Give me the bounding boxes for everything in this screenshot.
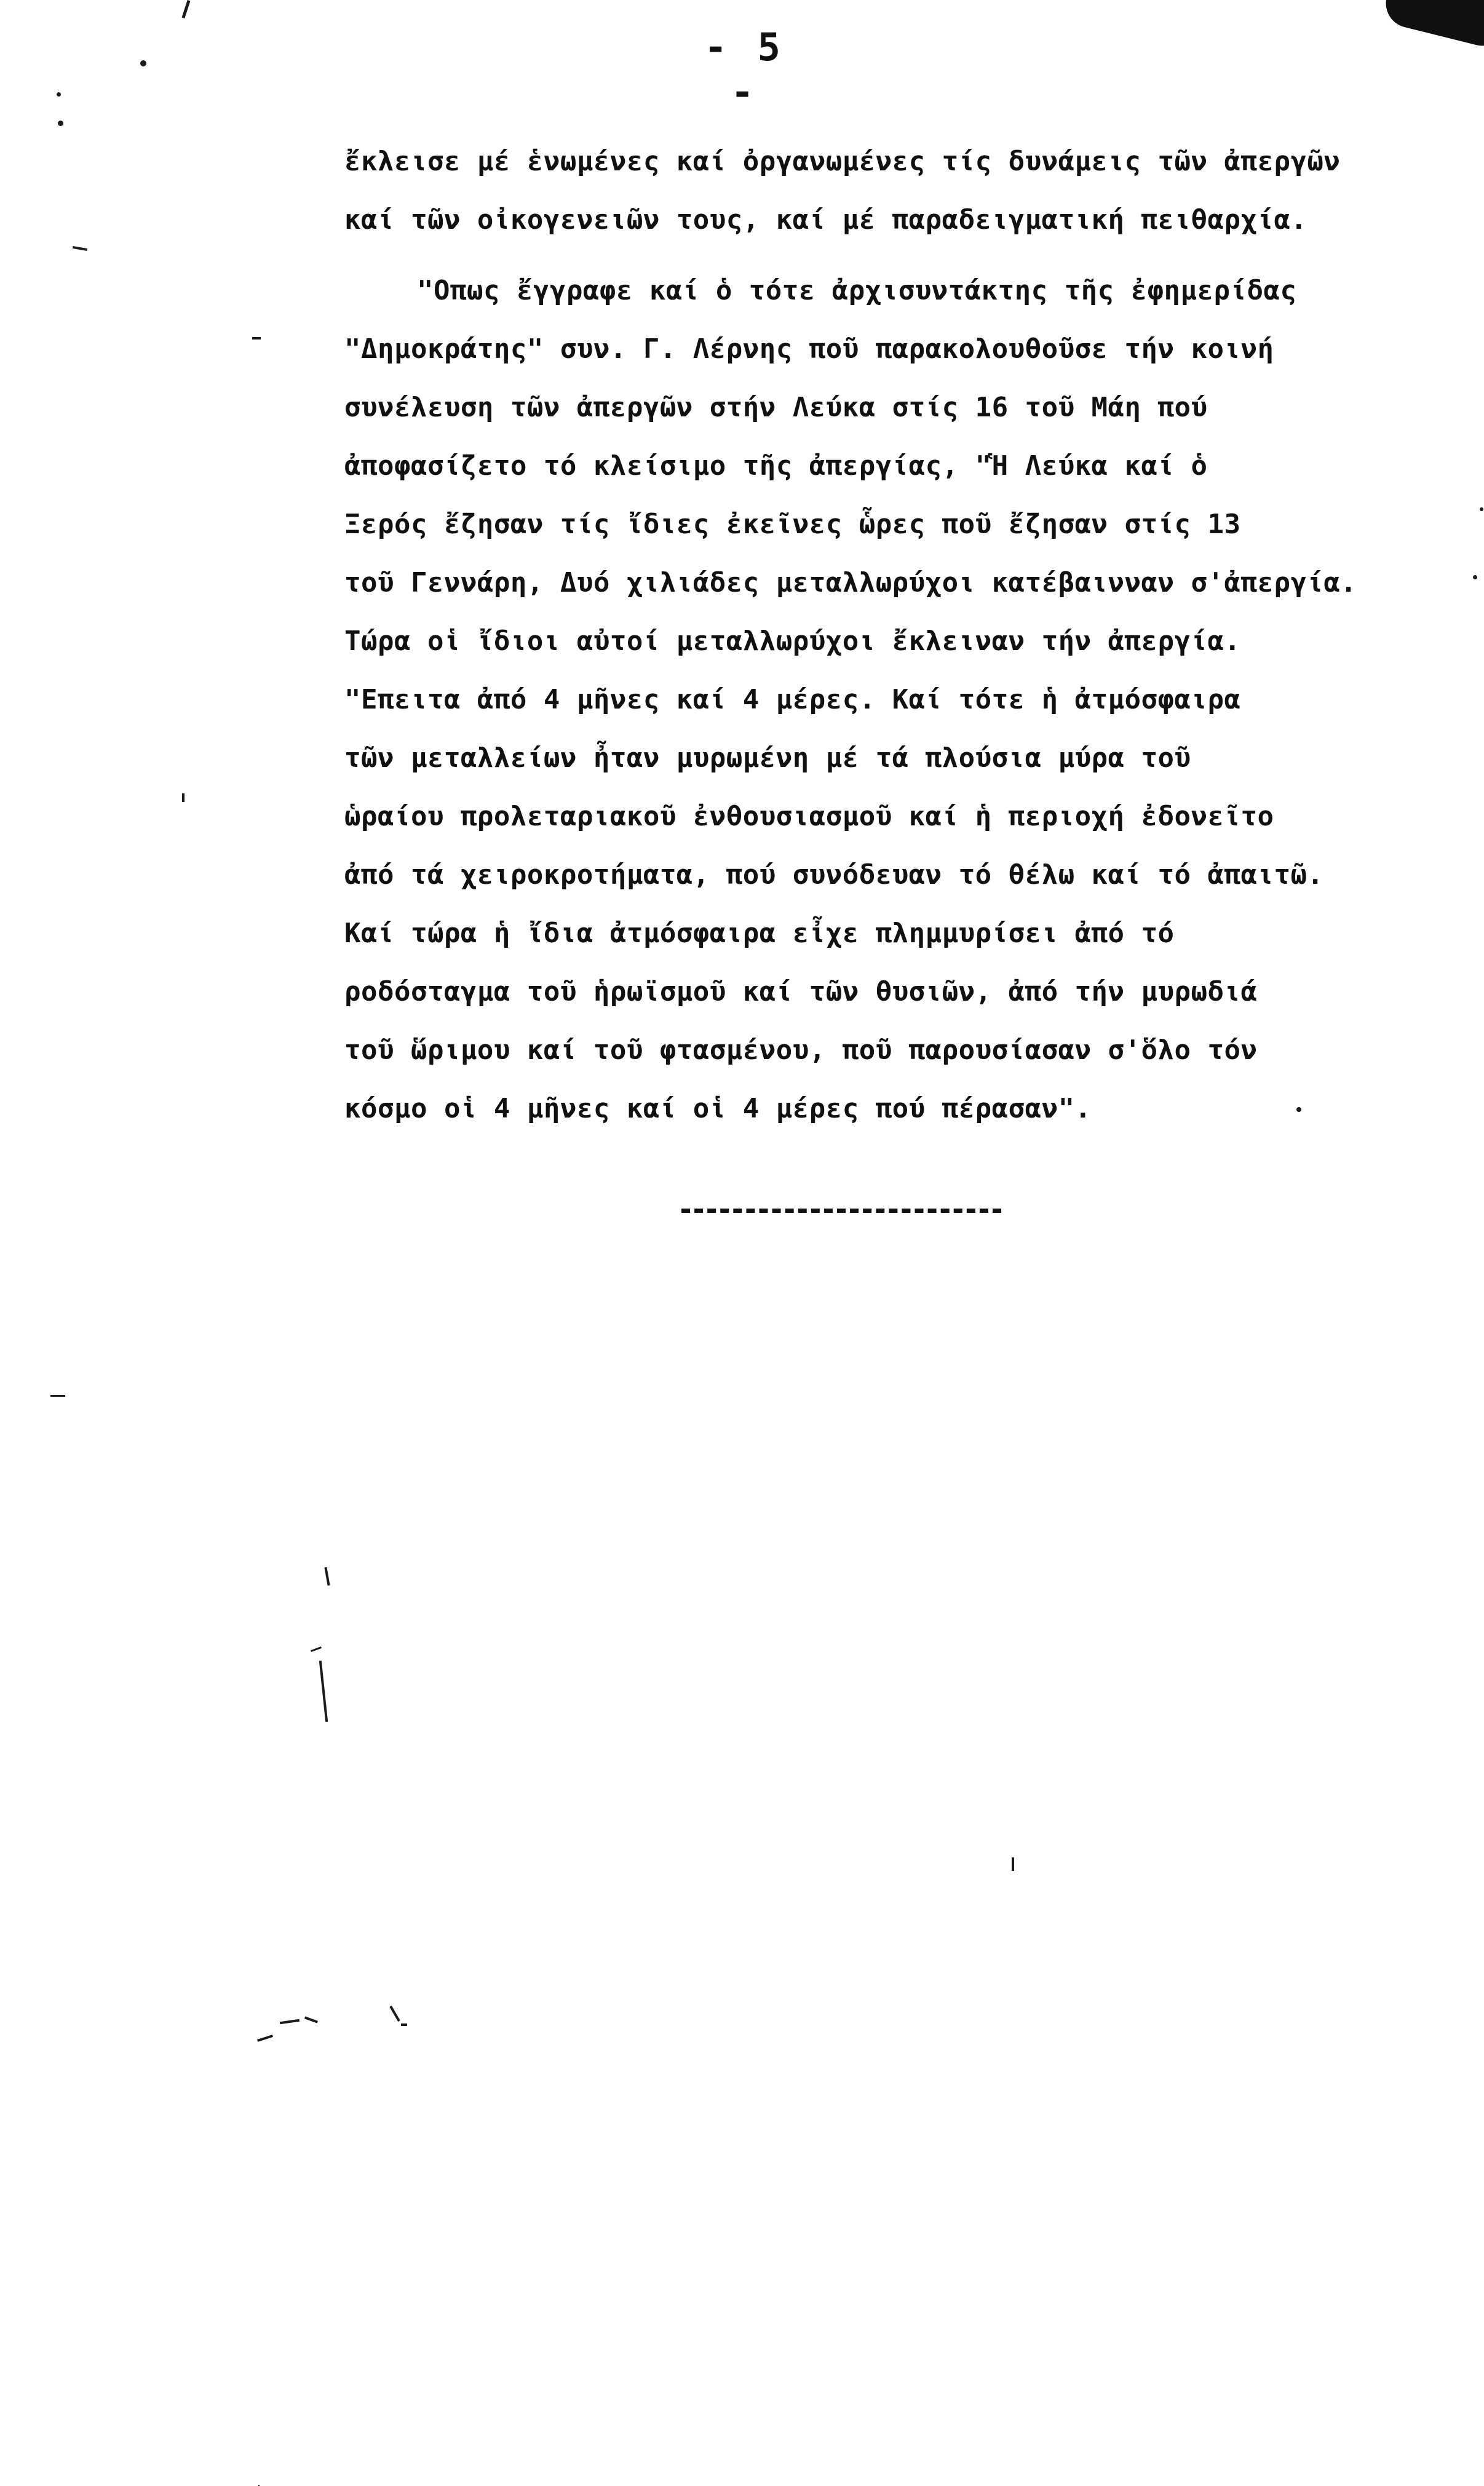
scan-mark: [58, 121, 63, 126]
text-line: Ξερός ἔζησαν τίς ἴδιες ἐκεῖνες ὧρες ποῦ ἔζησαν στίς 13: [344, 509, 1241, 540]
text-line: συνέλευση τῶν ἀπεργῶν στήν Λεύκα στίς 16 τοῦ Μάη πού: [344, 392, 1208, 423]
scan-mark: [73, 246, 87, 251]
text-line: τοῦ ὥριμου καί τοῦ φτασμένου, ποῦ παρουσίασαν σ'ὅλο τόν: [344, 1035, 1258, 1066]
scan-mark: [319, 1661, 328, 1722]
scan-mark: [50, 1395, 65, 1397]
scan-mark: [311, 1646, 322, 1652]
paragraph-gap: [344, 249, 1476, 261]
scan-mark: [1012, 1857, 1014, 1871]
text-line: ἀποφασίζετο τό κλείσιμο τῆς ἀπεργίας, "Ἡ Λεύκα καί ὁ: [344, 450, 1208, 482]
text-line: ἔκλεισε μέ ἑνωμένες καί ὀργανωμένες τίς δυνάμεις τῶν ἀπεργῶν: [344, 146, 1341, 177]
scan-mark: [182, 793, 185, 802]
scan-mark: [181, 0, 190, 18]
text-line: ἀπό τά χειροκροτήματα, πού συνόδευαν τό θέλω καί τό ἀπαιτῶ.: [344, 859, 1324, 891]
page-number: - 5 -: [704, 25, 784, 114]
text-line: ὡραίου προλεταριακοῦ ἐνθουσιασμοῦ καί ἡ περιοχή ἐδονεῖτο: [344, 801, 1274, 832]
text-line: ροδόσταγμα τοῦ ἡρωϊσμοῦ καί τῶν θυσιῶν, ἀπό τήν μυρωδιά: [344, 976, 1258, 1007]
scan-mark: [401, 2023, 407, 2026]
text-line: "Δημοκράτης" συν. Γ. Λέρνης ποῦ παρακολουθοῦσε τήν κοινή: [344, 333, 1274, 365]
scan-mark: [57, 92, 61, 97]
scan-mark: [324, 1567, 330, 1586]
scan-mark: [389, 2006, 400, 2022]
text-line: τοῦ Γεννάρη, Δυό χιλιάδες μεταλλωρύχοι κατέβαινναν σ'ἀπεργία.: [344, 567, 1357, 598]
text-line: "Επειτα ἀπό 4 μῆνες καί 4 μέρες. Καί τότε ἡ ἀτμόσφαιρα: [344, 684, 1241, 715]
body-text: [344, 132, 1476, 1138]
scan-mark: [257, 2035, 273, 2042]
scan-mark: [1296, 1107, 1301, 1112]
text-line: καί τῶν οἰκογενειῶν τους, καί μέ παραδειγματική πειθαρχία.: [344, 204, 1307, 236]
text-line: Καί τώρα ἡ ἴδια ἀτμόσφαιρα εἶχε πλημμυρίσει ἀπό τό: [344, 918, 1175, 949]
scan-mark: [1473, 575, 1477, 579]
section-divider: [681, 1209, 1001, 1213]
text-line: "Οπως ἔγγραφε καί ὁ τότε ἀρχισυντάκτης τῆς ἐφημερίδας: [417, 275, 1297, 306]
text-line: τῶν μεταλλείων ἦταν μυρωμένη μέ τά πλούσια μύρα τοῦ: [344, 742, 1191, 774]
scan-mark: [1480, 507, 1483, 511]
scan-mark: [304, 2016, 318, 2023]
text-line: Τώρα οἱ ἴδιοι αὐτοί μεταλλωρύχοι ἔκλειναν τήν ἀπεργία.: [344, 625, 1241, 657]
scan-mark: [280, 2019, 300, 2024]
text-line: κόσμο οἱ 4 μῆνες καί οἱ 4 μέρες πού πέρασαν".: [344, 1093, 1092, 1124]
scan-mark: [140, 60, 146, 66]
scan-corner-shadow: [1381, 0, 1484, 51]
scan-mark: [252, 337, 261, 340]
